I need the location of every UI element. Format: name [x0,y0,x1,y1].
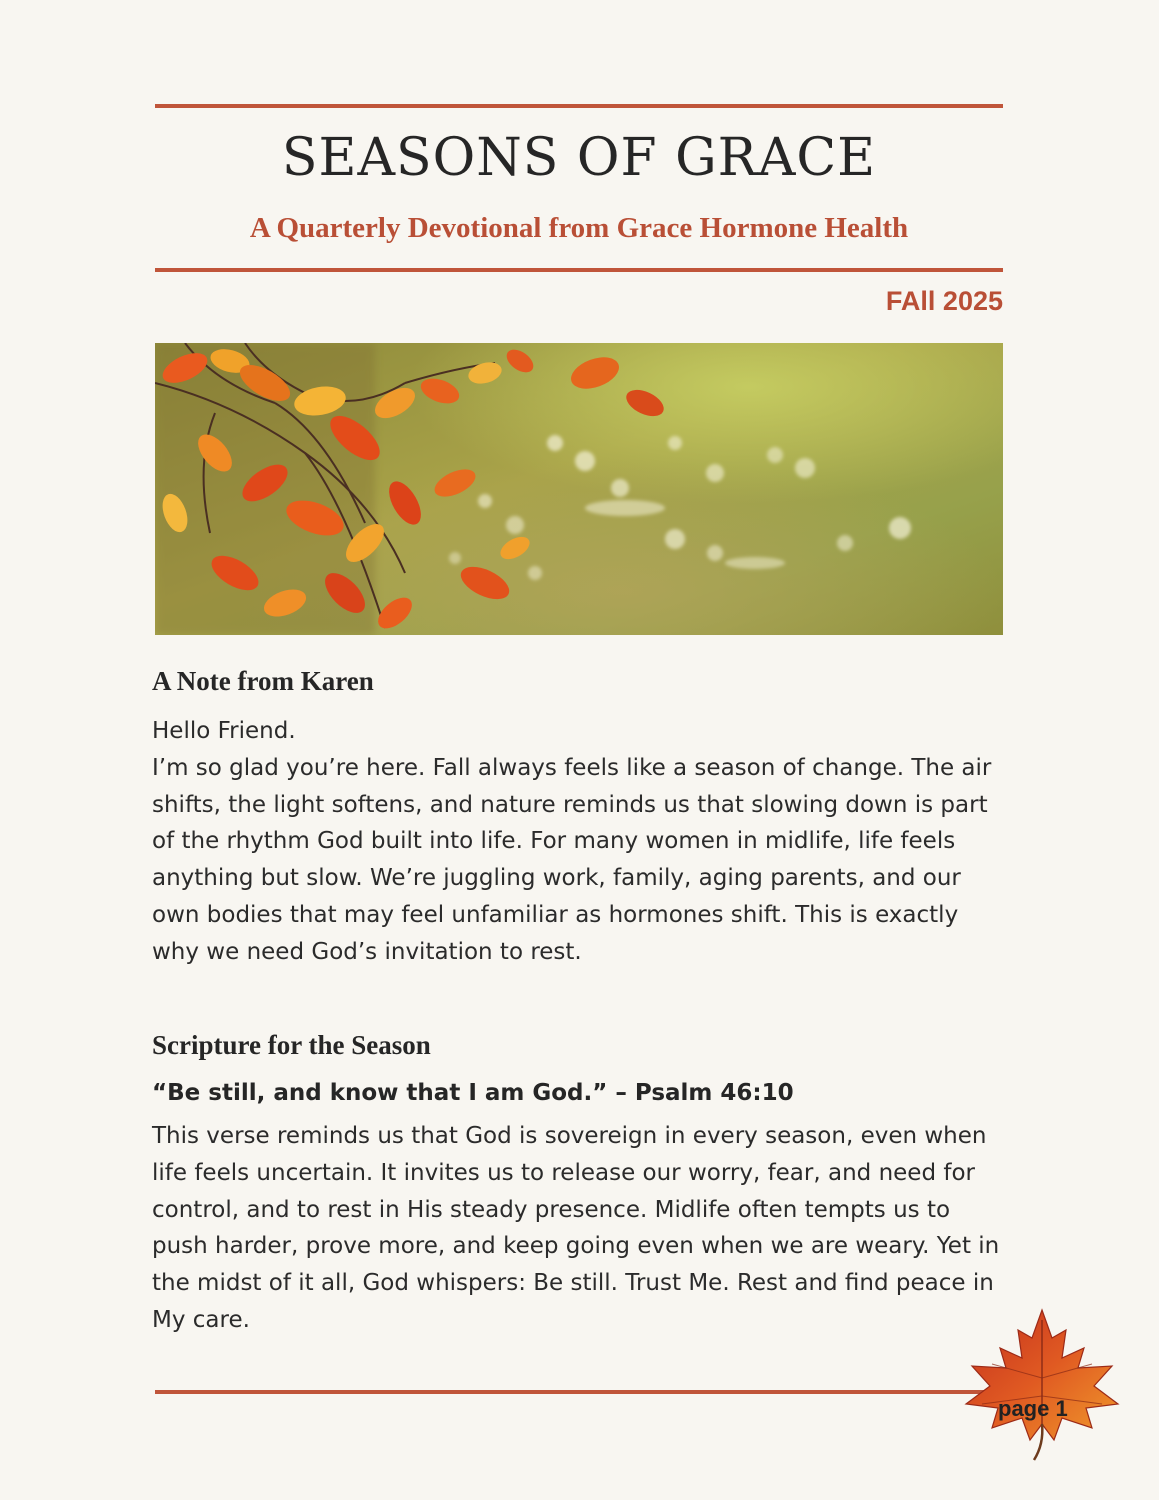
scripture-heading: Scripture for the Season [152,1030,431,1060]
note-greeting: Hello Friend. [152,718,296,744]
note-body [152,713,1012,971]
scripture-body: This verse reminds us that God is sovereign in every season, even when life feels uncertain. It invites us to release our worry, fear, and need for control, and to rest in His steady presence. Midlife often tempts us to push harder, prove more, and keep going even when we are weary. Yet in the midst of it all, God whispers: Be still. Trust Me. Rest and find peace in My care. [152,1123,1000,1333]
top-rule [155,104,1003,108]
newsletter-subtitle: A Quarterly Devotional from Grace Hormone Health [249,212,909,244]
edition-label: FAll 2025 [885,286,1003,316]
header-bottom-rule [155,268,1003,272]
newsletter-title: SEASONS OF GRACE [281,128,877,188]
maple-leaf-icon [962,1308,1122,1464]
scripture-verse: “Be still, and know that I am God.” – Psalm 46:10 [152,1080,794,1106]
note-paragraph: I’m so glad you’re here. Fall always feels like a season of change. The air shifts, the light softens, and nature reminds us that slowing down is part of the rhythm God built into life. For many women in midlife, life feels anything but slow. We’re juggling work, family, aging parents, and our own bodies that may feel unfamiliar as hormones shift. This is exactly why we need God’s invitation to rest. [152,754,992,965]
autumn-leaves-photo-icon [155,343,1003,635]
note-heading: A Note from Karen [152,666,374,696]
hero-image [155,343,1003,635]
page-number: page 1 [998,1396,1068,1421]
footer-rule [155,1390,985,1394]
